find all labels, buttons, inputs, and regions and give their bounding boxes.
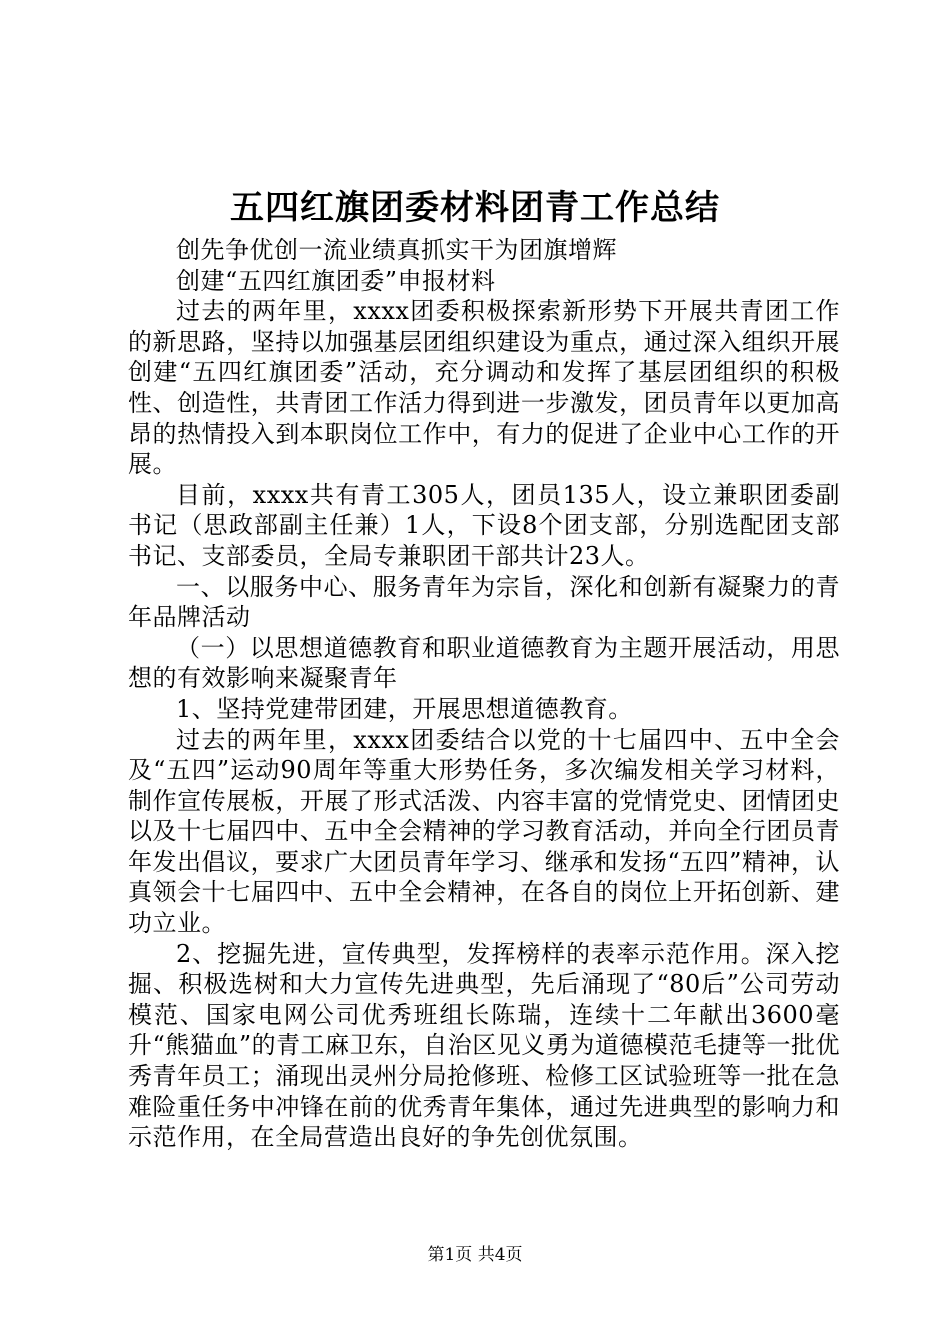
body-paragraph: 2、挖掘先进，宣传典型，发挥榜样的表率示范作用。深入挖掘、积极选树和大力宣传先进典型，先后涌现了“80后”公司劳动模范、国家电网公司优秀班组长陈瑞，连续十二年献出3600毫升“熊猫血”的青工麻卫东，自治区见义勇为道德模范毛捷等一批优秀青年员工；涌现出灵州分局抢修班、检修工区试验班等一批在急难险重任务中冲锋在前的优秀青年集体，通过先进典型的影响力和示范作用，在全局营造出良好的争先创优氛围。 (128, 939, 840, 1152)
item-heading: 1、坚持党建带团建，开展思想道德教育。 (176, 694, 633, 723)
subsection-heading: （一）以思想道德教育和职业道德教育为主题开展活动，用思想的有效影响来凝聚青年 (128, 633, 840, 693)
page-number-footer: 第1页 共4页 (427, 1245, 523, 1265)
document-title: 五四红旗团委材料团青工作总结 (230, 188, 720, 228)
body-paragraph: 目前，xxxx共有青工305人，团员135人，设立兼职团委副书记（思政部副主任兼）1人，下设8个团支部，分别选配团支部书记、支部委员，全局专兼职团干部共计23人。 (128, 480, 840, 570)
section-heading: 一、以服务中心、服务青年为宗旨，深化和创新有凝聚力的青年品牌活动 (128, 572, 840, 632)
body-paragraph: 过去的两年里，xxxx团委结合以党的十七届四中、五中全会及“五四”运动90周年等重大形势任务，多次编发相关学习材料，制作宣传展板，开展了形式活泼、内容丰富的党情党史、团情团史以及十七届四中、五中全会精神的学习教育活动，并向全行团员青年发出倡议，要求广大团员青年学习、继承和发扬“五四”精神，认真领会十七届四中、五中全会精神，在各自的岗位上开拓创新、建功立业。 (128, 725, 840, 938)
subtitle-paragraph: 创先争优创一流业绩真抓实干为团旗增辉 (176, 236, 617, 264)
document-body (128, 235, 840, 1153)
subtitle-paragraph: 创建“五四红旗团委”申报材料 (176, 266, 496, 295)
body-paragraph: 过去的两年里，xxxx团委积极探索新形势下开展共青团工作的新思路，坚持以加强基层团组织建设为重点，通过深入组织开展创建“五四红旗团委”活动，充分调动和发挥了基层团组织的积极性、创造性，共青团工作活力得到进一步激发，团员青年以更加高昂的热情投入到本职岗位工作中，有力的促进了企业中心工作的开展。 (128, 297, 840, 479)
